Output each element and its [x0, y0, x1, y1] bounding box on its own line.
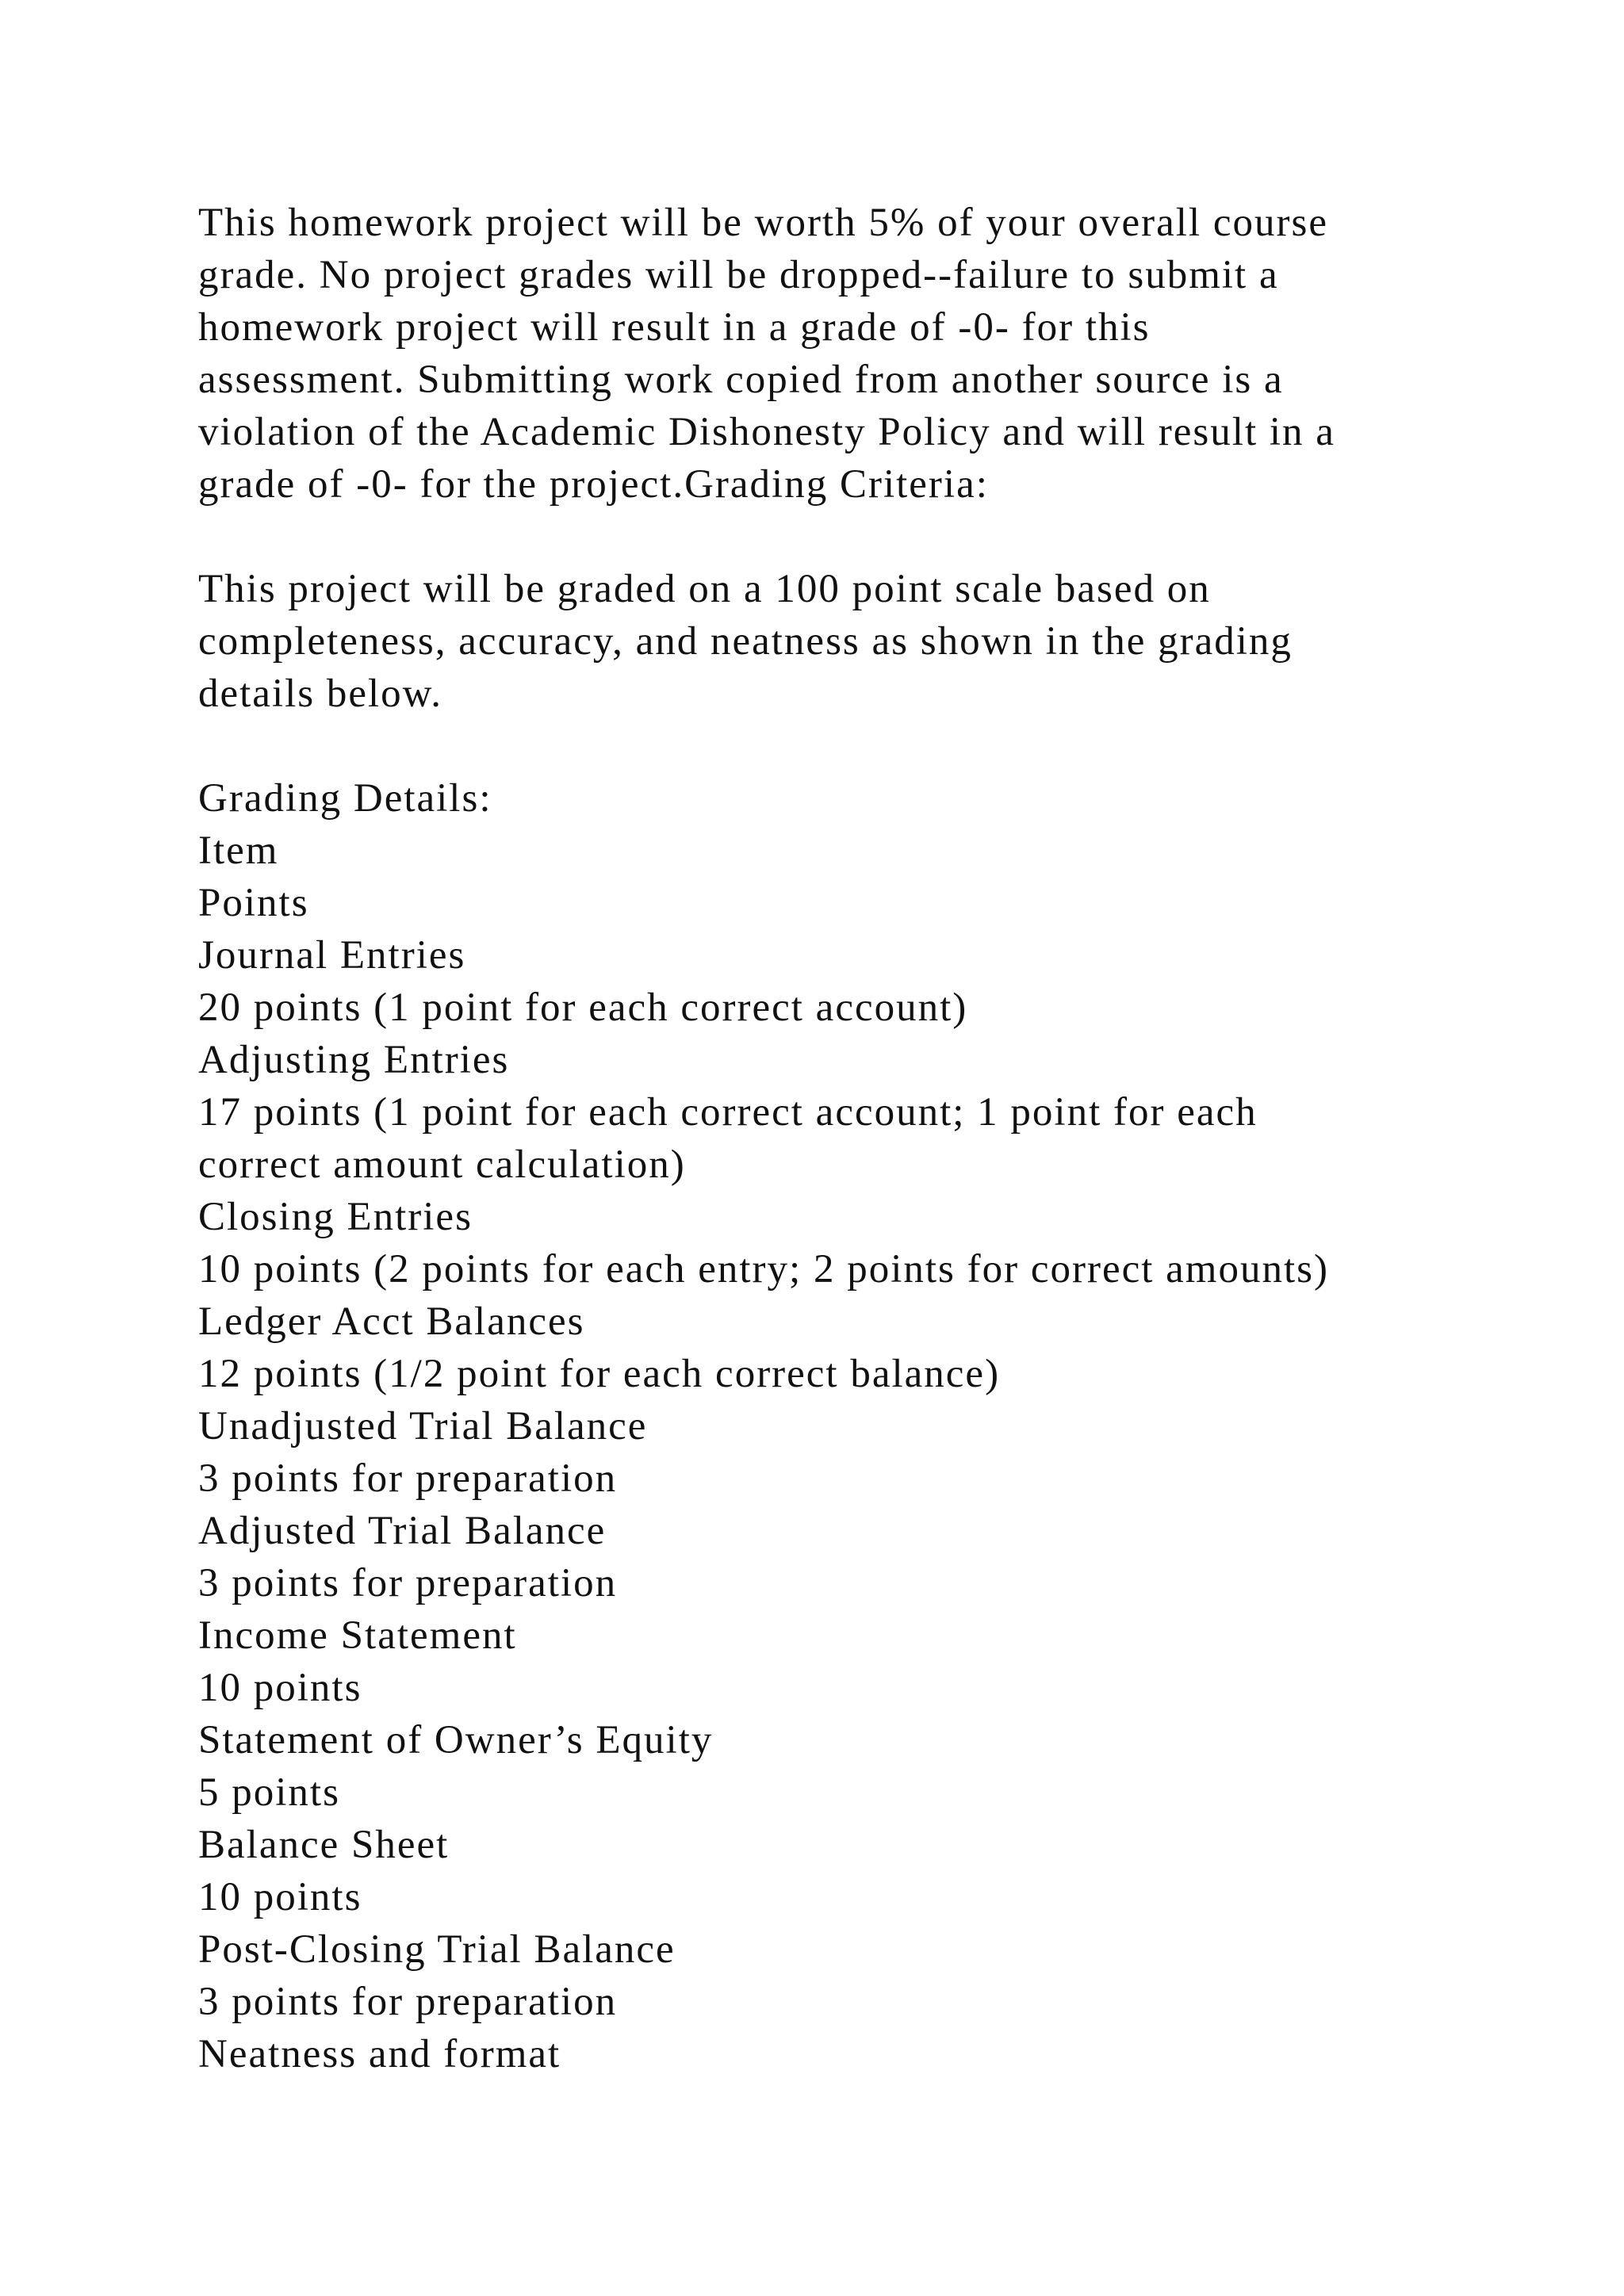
intro-line: grade of -0- for the project.Grading Criteria: — [198, 462, 989, 507]
row-points: 10 points — [198, 1666, 362, 1710]
row-item: Adjusting Entries — [198, 1038, 510, 1082]
criteria-paragraph — [198, 563, 1499, 720]
row-item: Ledger Acct Balances — [198, 1299, 585, 1344]
intro-line: assessment. Submitting work copied from another source is a — [198, 358, 1284, 402]
table-header-item: Item — [198, 828, 279, 873]
row-item: Post-Closing Trial Balance — [198, 1927, 676, 1972]
row-points: 3 points for preparation — [198, 1561, 618, 1605]
row-item: Journal Entries — [198, 933, 466, 978]
row-points: 17 points (1 point for each correct account; 1 point for each — [198, 1090, 1258, 1135]
row-item: Unadjusted Trial Balance — [198, 1404, 648, 1448]
criteria-line: This project will be graded on a 100 point scale based on — [198, 567, 1211, 611]
row-points: 3 points for preparation — [198, 1980, 618, 2024]
row-points: 10 points — [198, 1875, 362, 1919]
document-page — [198, 197, 1499, 2080]
row-item: Adjusted Trial Balance — [198, 1509, 607, 1553]
row-item: Balance Sheet — [198, 1823, 450, 1867]
row-points: 20 points (1 point for each correct account) — [198, 985, 968, 1030]
intro-line: This homework project will be worth 5% of your overall course — [198, 201, 1328, 245]
row-item: Statement of Owner’s Equity — [198, 1718, 714, 1762]
row-points: 12 points (1/2 point for each correct balance) — [198, 1352, 1001, 1396]
row-item: Neatness and format — [198, 2032, 561, 2076]
table-header-points: Points — [198, 881, 309, 925]
row-points: correct amount calculation) — [198, 1142, 686, 1187]
intro-paragraph — [198, 197, 1499, 511]
row-item: Income Statement — [198, 1613, 517, 1658]
intro-line: grade. No project grades will be dropped--failure to submit a — [198, 253, 1279, 297]
intro-line: homework project will result in a grade of -0- for this — [198, 305, 1151, 350]
row-points: 10 points (2 points for each entry; 2 points for correct amounts) — [198, 1247, 1329, 1292]
grading-details-heading: Grading Details: — [198, 776, 492, 821]
paragraph-gap — [198, 511, 1499, 563]
criteria-line: details below. — [198, 672, 442, 716]
intro-line: violation of the Academic Dishonesty Policy and will result in a — [198, 410, 1335, 454]
criteria-line: completeness, accuracy, and neatness as shown in the grading — [198, 619, 1293, 664]
row-points: 5 points — [198, 1770, 340, 1815]
row-points: 3 points for preparation — [198, 1456, 618, 1501]
paragraph-gap — [198, 720, 1499, 772]
grading-details — [198, 772, 1499, 2080]
row-item: Closing Entries — [198, 1195, 473, 1239]
